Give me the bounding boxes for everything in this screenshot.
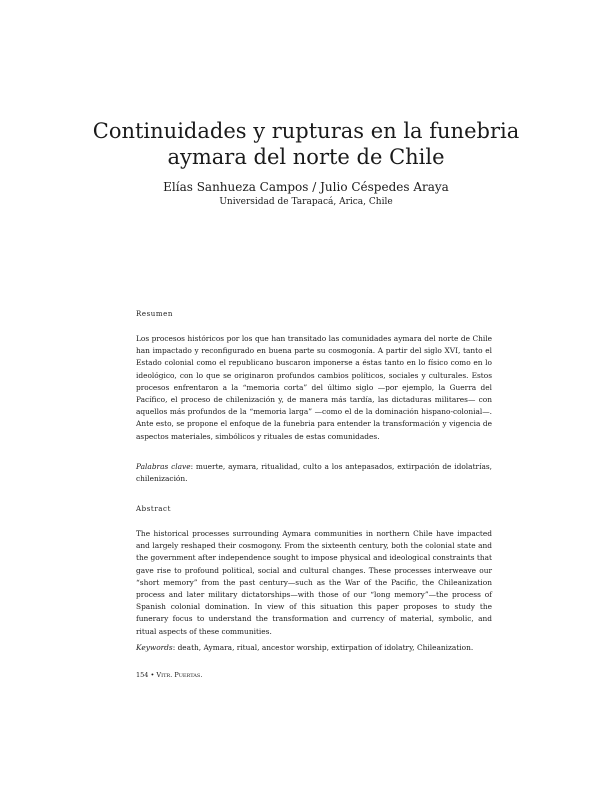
article-title — [60, 118, 552, 170]
resumen-keywords: Palabras clave: muerte, aymara, ritualidad, culto a los antepasados, extirpación de idolatrías, chilenización. — [136, 462, 492, 484]
abstract-keywords-label: Keywords — [136, 643, 173, 652]
journal-name: Vitr. Puertas. — [156, 671, 203, 679]
footer-separator: • — [150, 671, 155, 679]
title-line-1: Continuidades y rupturas en la funebria — [92, 119, 520, 143]
page-number: 154 — [136, 671, 149, 679]
abstract-body: The historical processes surrounding Aymara communities in northern Chile have impacted and largely reshaped their cosmogony. From the sixteenth century, both the colonial state and the government after independence sought to impose physical and ideological constraints that gave rise to profound political, social and cultural changes. These processes interweave our “short memory” from the past century—such as the War of the Pacific, the Chileanization process and later military dictatorships—with those of our “long memory”—the process of Spanish colonial domination. In view of this situation this paper proposes to study the funerary focus to understand the transformation and currency of material, symbolic, and ritual aspects of these communities. — [136, 529, 492, 636]
article-authors: Elías Sanhueza Campos / Julio Céspedes Araya — [163, 180, 449, 194]
abstract-keywords: Keywords: death, Aymara, ritual, ancestor worship, extirpation of idolatry, Chileanization. — [136, 643, 474, 652]
abstract-heading: Abstract — [136, 505, 171, 513]
abstract-keywords-text: death, Aymara, ritual, ancestor worship, extirpation of idolatry, Chileanization. — [177, 643, 474, 652]
page-footer — [136, 671, 202, 680]
resumen-heading: Resumen — [136, 310, 174, 318]
title-line-2: aymara del norte de Chile — [167, 145, 445, 169]
article-affiliation: Universidad de Tarapacá, Arica, Chile — [219, 197, 393, 207]
resumen-keywords-label: Palabras clave — [136, 462, 191, 471]
resumen-body: Los procesos históricos por los que han transitado las comunidades aymara del norte de Chile han impactado y reconfigurado en buena parte su cosmogonía. A partir del siglo XVI, tanto el Estado colonial como el republicano buscaron imponerse a éstas tanto en lo físico como en lo ideológico, con lo que se originaron profundos cambios políticos, sociales y culturales. Estos procesos enfrentaron a la “memoria corta” del último siglo —por ejemplo, la Guerra del Pacífico, el proceso de chilenización y, de manera más tardía, las dictaduras militares— con aquellos más profundos de la “memoria larga” —como el de la dominación hispano-colonial—. Ante esto, se propone el enfoque de la funebria para entender la transformación y vigencia de aspectos materiales, simbólicos y rituales de estas comunidades. — [136, 334, 492, 441]
resumen-keywords-text: muerte, aymara, ritualidad, culto a los antepasados, extirpación de idolatrías, chilenización. — [136, 462, 492, 484]
